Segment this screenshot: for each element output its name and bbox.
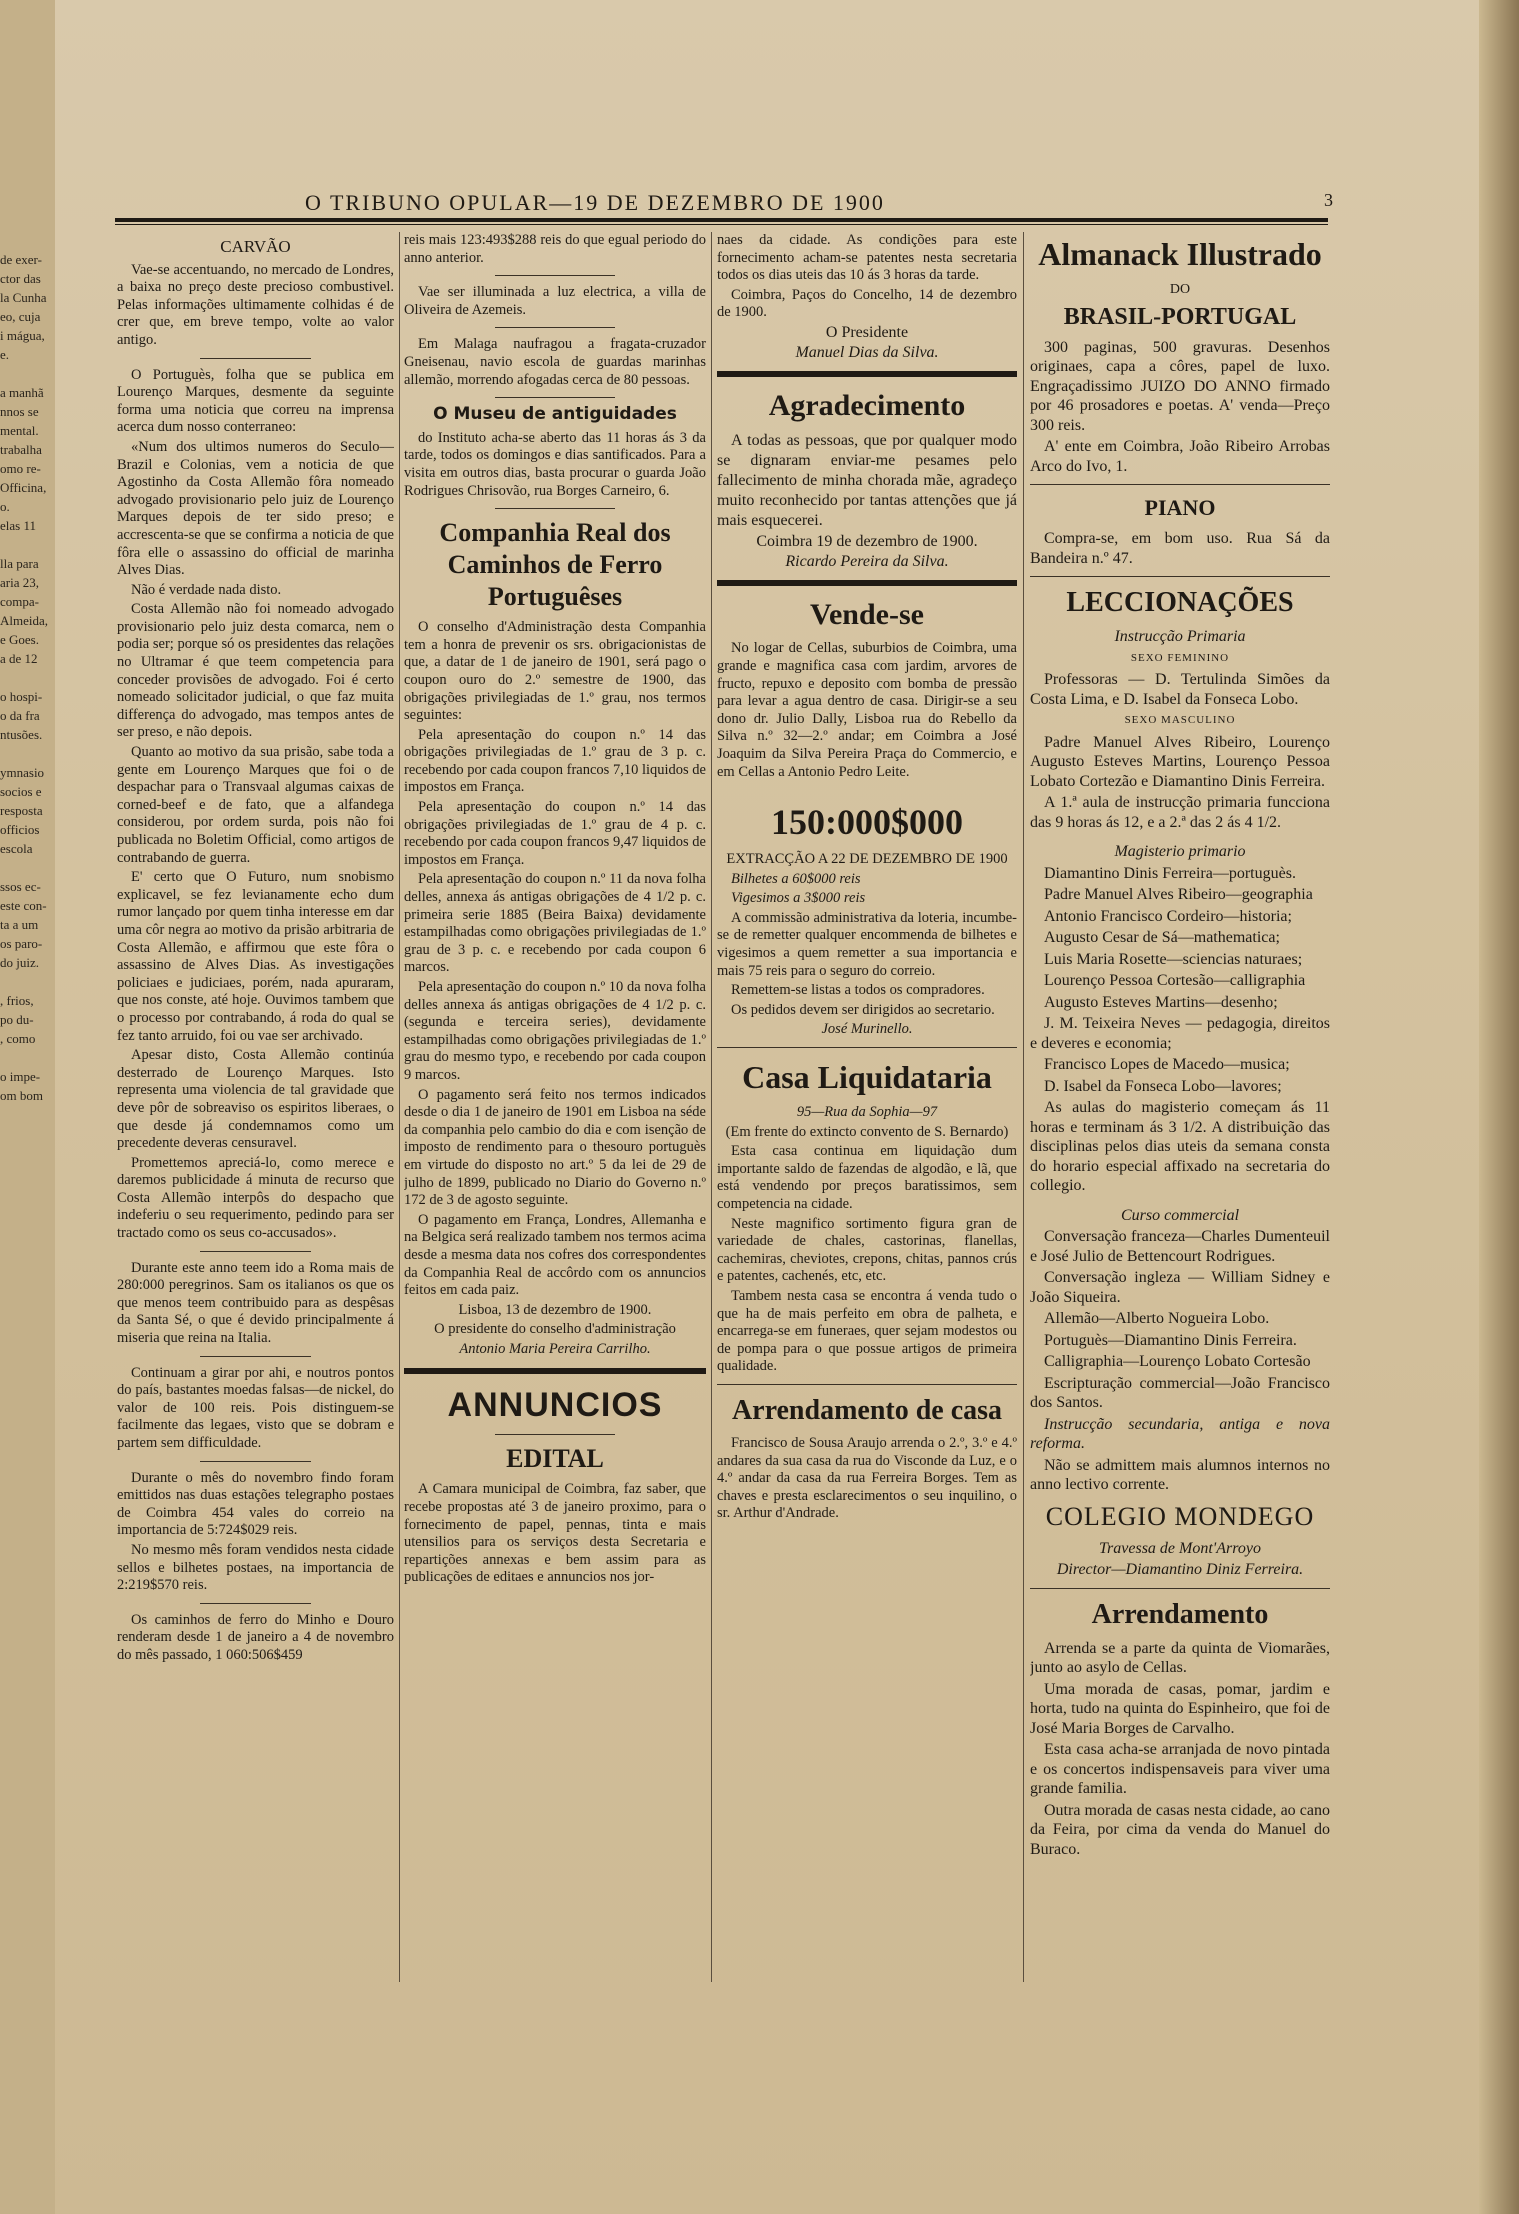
article-text: A Camara municipal de Coimbra, faz saber, que recebe propostas até 3 de janeiro proximo, para o fornecimento de papel, pennas, tinta e mais utensilios para os serviços desta Secretaria e repartições annexas e bem assim para as publicações de editaes e annuncios nos jor- (404, 1481, 706, 1586)
date-line: Lisboa, 13 de dezembro de 1900. (458, 1301, 652, 1318)
article-text: Vae-se accentuando, no mercado de Londres, a baixa no preço deste precioso combustivel. Pelas informações ultimamente colhidas é de crer que, em breve tempo, volte ao valor antigo. (117, 261, 394, 348)
teacher-entry: D. Isabel da Fonseca Lobo—lavores; (1044, 1077, 1282, 1095)
ad-text: Compra-se, em bom uso. Rua Sá da Bandeira n.º 47. (1030, 530, 1330, 567)
previous-page-fragment: a manhã (0, 385, 44, 400)
previous-page-fragment: officios (0, 822, 40, 837)
previous-page-fragment (0, 972, 55, 991)
ad-text: Outra morada de casas nesta cidade, ao cano da Feira, por cima da venda do Manuel do Buraco. (1030, 1801, 1330, 1858)
column-3 (717, 232, 1017, 1982)
separator (1030, 576, 1330, 577)
ad-title-small: DO (1169, 282, 1191, 297)
teacher-entry: J. M. Teixeira Neves — pedagogia, direitos e deveres e economia; (1030, 1015, 1330, 1052)
ad-text: A commissão administrativa da loteria, incumbe-se de remetter qualquer encommenda de bilhetes e vigesimos a quem remetter a sua importancia e mais 75 reis para o seguro do correio. (717, 909, 1017, 979)
ad-text: A' ente em Coimbra, João Ribeiro Arrobas Arco do Ivo, 1. (1030, 438, 1330, 475)
separator (495, 508, 616, 509)
separator (200, 358, 311, 359)
previous-page-fragment (0, 535, 55, 554)
article-text: Continuam a girar por ahi, e noutros pontos do país, bastantes moedas falsas—de nickel, do valor de 100 reis. Pois distinguem-se facilmente das legaes, visto que se dobram e partem sem difficuldade. (117, 1364, 394, 1451)
column-4 (1030, 232, 1330, 1982)
previous-page-fragment: om bom (0, 1088, 43, 1103)
ad-text: Padre Manuel Alves Ribeiro, Lourenço Augusto Esteves Martins, Lourenço Pessoa Lobato Cortezão e Diamantino Dinis Ferreira. (1030, 733, 1330, 790)
ad-text: Neste magnifico sortimento figura gran de variedade de chales, castorinas, flanellas, cachemiras, cheviotes, crepons, chitas, pannos crús e patentes, cachenés, etc, etc. (717, 1215, 1017, 1285)
ad-text: A 1.ª aula de instrucção primaria funcciona das 9 horas ás 12, e a 2.ª das 2 ás 4 1/2. (1030, 794, 1330, 831)
signature: Antonio Maria Pereira Carrilho. (459, 1340, 651, 1357)
teacher-entry: Antonio Francisco Cordeiro—historia; (1044, 907, 1292, 925)
course-entry: Conversação franceza—Charles Dumenteuil e José Julio de Bettencourt Rodrigues. (1030, 1228, 1330, 1265)
separator (200, 1356, 311, 1357)
separator (1030, 484, 1330, 485)
previous-page-fragment: elas 11 (0, 518, 36, 533)
ad-title: Almanack Illustrado (1038, 236, 1322, 272)
previous-page-fragment (0, 364, 55, 383)
article-text: Pela apresentação do coupon n.º 14 das obrigações privilegiadas de 1.º grau de 4 p. c. recebendo por cada coupon francos 9,47 liquidos de impostos em França. (404, 799, 706, 868)
page-edge (1479, 0, 1519, 2214)
separator (495, 397, 616, 398)
article-text: naes da cidade. As condições para este fornecimento acham-se patentes nesta secretaria todos os dias uteis das 10 ás 3 horas da tarde. (717, 232, 1017, 284)
previous-page-fragment: do juiz. (0, 955, 39, 970)
article-text: Pela apresentação do coupon n.º 10 da nova folha delles annexa ás antigas obrigações de 4 1/2 p. c. (segunda e terceira series), devidamente estampilhadas como obrigações privilegiadas de 1.º grau do mesmo typo, e recebendo por cada coupon 9 marcos. (404, 979, 706, 1083)
signature: Manuel Dias da Silva. (795, 343, 939, 361)
column-2 (404, 232, 706, 1982)
article-text: Em Malaga naufragou a fragata-cruzador Gneisenau, navio escola de guardas marinhas allemão, morrendo afogadas cerca de 80 pessoas. (404, 336, 706, 388)
ad-title: BRASIL-PORTUGAL (1063, 303, 1297, 330)
ad-text: Os pedidos devem ser dirigidos ao secretario. (731, 1001, 995, 1018)
teacher-entry: Francisco Lopes de Macedo—musica; (1044, 1056, 1290, 1073)
signature: José Murinello. (821, 1021, 913, 1038)
ad-subtitle: Magisterio primario (1114, 843, 1246, 860)
ad-title: Vende-se (810, 598, 924, 632)
ad-subtitle: SEXO MASCULINO (1124, 714, 1236, 726)
previous-page-fragment: aria 23, (0, 575, 39, 590)
previous-page-fragment: trabalha (0, 442, 42, 457)
article-text: O pagamento em França, Londres, Allemanha e na Belgica será realizado tambem nos termos acima desde a mesma data nos cofres dos correspondentes da Companhia Real de accôrdo com os annuncios feitos em cada paiz. (404, 1211, 706, 1299)
course-entry: Calligraphia—Lourenço Lobato Cortesão (1044, 1353, 1311, 1370)
previous-page-fragment: Almeida, (0, 613, 49, 628)
previous-page-fragment: ntusões. (0, 727, 43, 742)
ad-text: As aulas do magisterio começam ás 11 horas e terminam ás 3 1/2. A distribuição das disciplinas pelos dias uteis da semana consta do horario especial affixado na secretaria do collegio. (1030, 1099, 1330, 1194)
article-text: «Num dos ultimos numeros do Seculo—Brazil e Colonias, vem a noticia de que Agostinho da Costa Allemão fôra nomeado advogado provisionario pelo juiz de Lourenço Marques depois de ter sido preso; e accrescenta-se que se confirma a noticia de que fôra elle o assassino do official de marinha Alves Dias. (117, 438, 394, 579)
previous-page-fragment: eo, cuja (0, 309, 41, 324)
previous-page-fragment: nnos se (0, 404, 39, 419)
date-line: Coimbra 19 de dezembro de 1900. (756, 533, 978, 551)
teacher-entry: Luis Maria Rosette—sciencias naturaes; (1044, 950, 1303, 968)
article-text: Quanto ao motivo da sua prisão, sabe toda a gente em Lourenço Marques que foi o de despachar para o Transvaal algumas caixas de corned-beef e de fato, que a alfandega considerou, por ordem surda, pois não foi publicada no Boletim Official, como artigos de contrabando de guerra. (117, 744, 394, 866)
previous-page-fragment: ctor das (0, 271, 41, 286)
teacher-entry: Augusto Esteves Martins—desenho; (1044, 993, 1278, 1011)
ad-text: Arrenda se a parte da quinta de Viomarães, junto ao asylo de Cellas. (1030, 1639, 1330, 1676)
article-text: Não é verdade nada disto. (131, 581, 282, 598)
separator (1030, 1588, 1330, 1589)
separator-bar (717, 580, 1017, 586)
ad-address: 95—Rua da Sophia—97 (796, 1104, 938, 1121)
course-list (1030, 1227, 1330, 1413)
previous-page-fragment: omo re- (0, 461, 41, 476)
ad-title: Casa Liquidataria (742, 1059, 992, 1096)
previous-page-fragment: , como (0, 1031, 36, 1046)
column-1 (117, 232, 394, 1982)
previous-page-fragment: os paro- (0, 936, 43, 951)
school-address: Travessa de Mont'Arroyo (1099, 1539, 1261, 1557)
article-title: CARVÃO (220, 237, 291, 256)
page-number: 3 (1324, 190, 1333, 210)
previous-page-fragment (0, 668, 55, 687)
separator (495, 327, 616, 328)
article-text: O pagamento será feito nos termos indicados desde o dia 1 de janeiro de 1901 em Lisboa na séde da companhia pelo cambio do dia e com isenção de imposto de rendimento para o thesouro portuguès em virtude do disposto no art.º 5 da lei de 29 de julho de 1899, publicado no Diario do Governo n.º 172 de 3 de agosto seguinte. (404, 1086, 706, 1209)
ad-title: Agradecimento (768, 389, 966, 423)
article-title: Companhia Real dos Caminhos de Ferro Portuguêses (439, 518, 671, 612)
article-text: Vae ser illuminada a luz electrica, a villa de Oliveira de Azemeis. (404, 284, 706, 318)
previous-page-fragment: o da fra (0, 708, 40, 723)
previous-page-fragment: i mágua, (0, 328, 45, 343)
column-divider (1023, 232, 1024, 1982)
ad-text: Esta casa acha-se arranjada de novo pintada e os concertos indispensaveis para viver uma grande familia. (1030, 1741, 1330, 1797)
article-text: Apesar disto, Costa Allemão continúa desterrado de Lourenço Marques. Isto representa uma violencia de tal gravidade que deve pôr de sobreaviso os espiritos liberaes, o que desde já condemnamos como um precedente deveras censuravel. (117, 1047, 394, 1152)
ad-text: No logar de Cellas, suburbios de Coimbra, uma grande e magnifica casa com jardim, arvores de fructo, repuxo e deposito com bomba de pressão para levar a agua dentro de casa. Dirigir-se a seu dono dr. Julio Dally, Lisboa rua do Rebello da Silva n.º 32—2.º andar; em Coimbra a José Joaquim da Silva Pereira Praça do Commercio, e em Cellas a Antonio Pedro Leite. (717, 640, 1017, 780)
previous-page-fragment: ta a um (0, 917, 39, 932)
school-name: COLEGIO MONDEGO (1045, 1501, 1315, 1531)
article-text: Promettemos apreciá-lo, como merece e daremos publicidade á minuta de recurso que Costa Allemão interpôs do despacho que indeferiu o seu requerimento, pedindo para ser tractado como os seus co-accusados». (117, 1154, 394, 1242)
ad-subtitle: Instrucção Primaria (1114, 628, 1246, 645)
separator (200, 1251, 311, 1252)
ad-text: Bilhetes a 60$000 reis (731, 870, 861, 887)
signature: Ricardo Pereira da Silva. (785, 552, 949, 570)
ad-title: 150:000$000 (771, 802, 963, 843)
previous-page-fragment: ssos ec- (0, 879, 41, 894)
article-text: No mesmo mês foram vendidos nesta cidade sellos e bilhetes postaes, na importancia de 2:219$570 reis. (117, 1541, 394, 1594)
ad-title: Arrendamento (1091, 1598, 1269, 1630)
article-text: Durante este anno teem ido a Roma mais de 280:000 peregrinos. Sam os italianos os que os que menos teem contribuido para as despêsas da Santa Sé, o que é devido principalmente á miseria que reina na Italia. (117, 1259, 394, 1347)
previous-page-fragment: mental. (0, 423, 39, 438)
previous-page-edge (0, 0, 55, 2214)
masthead-title: O TRIBUNO OPULAR—19 DE DEZEMBRO DE 1900 (305, 190, 885, 215)
separator-bar (717, 371, 1017, 377)
separator (495, 275, 616, 276)
ad-subtitle: Curso commercial (1120, 1206, 1240, 1224)
previous-page-fragment: e. (0, 347, 10, 362)
previous-page-fragment (0, 858, 55, 877)
ad-text: (Em frente do extincto convento de S. Bernardo) (725, 1123, 1009, 1140)
teacher-entry: Diamantino Dinis Ferreira—portuguès. (1044, 864, 1296, 882)
article-title: O Museu de antiguidades (433, 404, 677, 425)
signature-role: O presidente do conselho d'administração (434, 1321, 676, 1338)
previous-page-fragment: de exer- (0, 252, 42, 267)
previous-page-fragment: o impe- (0, 1069, 41, 1084)
course-entry: Escripturação commercial—João Francisco dos Santos. (1030, 1374, 1330, 1411)
school-director: Director—Diamantino Diniz Ferreira. (1056, 1561, 1304, 1578)
ad-title: LECCIONAÇÕES (1066, 587, 1294, 618)
article-text: Pela apresentação do coupon n.º 14 das obrigações privilegiadas de 1.º grau de 3 p. c. recebendo por cada coupon francos 7,10 liquidos de impostos em França. (404, 726, 706, 796)
ad-text: EXTRACÇÃO A 22 DE DEZEMBRO DE 1900 (726, 851, 1008, 868)
separator (717, 1047, 1017, 1048)
ad-text: Remettem-se listas a todos os compradores. (731, 982, 985, 999)
article-text: do Instituto acha-se aberto das 11 horas ás 3 da tarde, todos os domingos e dias santificados. Para a visita em outros dias, basta procurar o guarda João Rodrigues Chrisovão, rua Borges Carneiro, 6. (404, 429, 706, 499)
separator (495, 1434, 616, 1435)
article-text: O conselho d'Administração desta Companhia tem a honra de prevenir os srs. obrigacionistas de que, a datar de 1 de janeiro de 1901, será pago o coupon ouro do 2.º semestre de 1900, das obrigações privilegiadas de 1.º grau, nos termos seguintes: (404, 619, 706, 724)
date-line: Coimbra, Paços do Concelho, 14 de dezembro de 1900. (717, 286, 1017, 321)
article-text: Os caminhos de ferro do Minho e Douro renderam desde 1 de janeiro a 4 de novembro do mês passado, 1 060:506$459 (117, 1611, 394, 1663)
previous-page-fragment: o hospi- (0, 689, 43, 704)
previous-page-fragment: compa- (0, 594, 39, 609)
previous-page-fragment: resposta (0, 803, 43, 818)
teacher-entry: Padre Manuel Alves Ribeiro—geographia (1044, 886, 1313, 903)
separator (717, 1384, 1017, 1385)
ad-text: Francisco de Sousa Araujo arrenda o 2.º, 3.º e 4.º andares da sua casa da rua do Visconde da Luz, e o 4.º andar da casa da rua Ferreira Borges. Tem as chaves e presta esclarecimentos o seu inquilino, o sr. Arthur d'Andrade. (717, 1434, 1017, 1522)
course-entry: Conversação ingleza — William Sidney e João Siqueira. (1030, 1269, 1330, 1306)
previous-page-fragment: socios e (0, 784, 42, 799)
previous-page-fragment: la Cunha (0, 290, 47, 305)
article-text: Costa Allemão não foi nomeado advogado provisionario pelo juiz desta comarca, nem o podia ser; porque só os presidentes das relações no Ultramar é que teem competencia para conceder provisões de advogado. Foi é certo nomeado solicitador judicial, o que faz muita differença do advogado, mas tempos antes de ser preso, e não depois. (117, 601, 394, 741)
ad-title: PIANO (1144, 495, 1216, 520)
previous-page-fragment: e Goes. (0, 632, 39, 647)
separator-bar (404, 1368, 706, 1374)
previous-page-fragment: escola (0, 841, 33, 856)
previous-page-fragment (0, 1048, 55, 1067)
ad-text: Não se admittem mais alumnos internos no anno lectivo corrente. (1030, 1456, 1330, 1493)
separator (200, 1461, 311, 1462)
column-divider (399, 232, 400, 1982)
masthead (115, 186, 1333, 216)
previous-page-fragment: ymnasio (0, 765, 45, 780)
ad-text: Instrucção secundaria, antiga e nova reforma. (1030, 1415, 1330, 1452)
article-text: reis mais 123:493$288 reis do que egual periodo do anno anterior. (404, 232, 706, 266)
course-entry: Allemão—Alberto Nogueira Lobo. (1044, 1310, 1270, 1327)
ad-text: 300 paginas, 500 gravuras. Desenhos originaes, capa a côres, papel de luxo. Engraçadissimo JUIZO DO ANNO firmado por 46 prosadores e poetas. A' venda—Preço 300 reis. (1030, 338, 1330, 434)
column-divider (711, 232, 712, 1982)
course-entry: Portuguès—Diamantino Dinis Ferreira. (1044, 1331, 1297, 1349)
previous-page-fragment: Officina, (0, 480, 47, 495)
teacher-entry: Lourenço Pessoa Cortesão—calligraphia (1044, 972, 1306, 989)
previous-page-fragment (0, 744, 55, 763)
header-rule (115, 218, 1328, 222)
previous-page-fragment: lla para (0, 556, 39, 571)
article-title: EDITAL (506, 1444, 604, 1474)
section-title: ANNUNCIOS (447, 1386, 663, 1425)
article-text: Pela apresentação do coupon n.º 11 da nova folha delles, annexa ás antigas obrigações de 4 1/2 p. c. primeira serie 1885 (Beira Baixa) devidamente estampilhadas como obrigações privilegiadas de 1.º grau de 3 p. c. e recebendo por cada coupon 6 marcos. (404, 871, 706, 976)
previous-page-fragment: , frios, (0, 993, 34, 1008)
signature-role: O Presidente (825, 323, 909, 341)
ad-text: Tambem nesta casa se encontra á venda tudo o que ha de mais perfeito em obra de palheta, e encarrega-se em funeraes, quer sejam modestos ou de pompa para o que possue artigos de primeira qualidade. (717, 1287, 1017, 1375)
ad-text: Vigesimos a 3$000 reis (731, 890, 866, 907)
article-text: O Portuguès, folha que se publica em Lourenço Marques, desmente da seguinte forma uma noticia que correu na imprensa acerca dum nosso conterraneo: (117, 366, 394, 436)
teacher-entry: Augusto Cesar de Sá—mathematica; (1044, 929, 1280, 946)
ad-text: Uma morada de casas, pomar, jardim e horta, tudo na quinta do Espinheiro, que foi de José Maria Borges de Carvalho. (1030, 1680, 1330, 1737)
article-text: E' certo que O Futuro, num snobismo explicavel, se fez levianamente echo dum rumor lançado por quem tinha interesse em dar uma côr negra ao motivo da prisão arbitraria de Costa Allemão, e affirmou que este fôra o assassino de Alves Dias. As investigações policiaes e judiciaes, porém, nada apuraram, que nos conste, até hoje. Ouvimos tambem que o processo por contrabando, á roda do qual se fez tanto arruido, foi ou vae ser archivado. (117, 869, 394, 1044)
ad-text: A todas as pessoas, que por qualquer modo se dignaram enviar-me pesames pelo fallecimento de minha chorada mãe, agradeço muito reconhecido por tantas attenções que já mais esquecerei. (717, 432, 1017, 530)
separator (200, 1603, 311, 1604)
ad-text: Professoras — D. Tertulinda Simões da Costa Lima, e D. Isabel da Fonseca Lobo. (1030, 671, 1330, 708)
ad-subtitle: SEXO FEMININO (1130, 651, 1230, 664)
previous-page-fragment: po du- (0, 1012, 34, 1027)
teacher-list (1030, 864, 1330, 1097)
ad-text: Esta casa continua em liquidação dum importante saldo de fazendas de algodão, e lã, que está vendendo por preços baratissimos, sem competencia na cidade. (717, 1143, 1017, 1212)
previous-page-fragment: o. (0, 499, 10, 514)
article-text: Durante o mês do novembro findo foram emittidos nas duas estações telegrapho postaes de Coimbra 454 vales do correio na importancia de 5:724$029 reis. (117, 1469, 394, 1539)
ad-title: Arrendamento de casa (731, 1394, 1003, 1426)
previous-page-fragment: a de 12 (0, 651, 38, 666)
previous-page-fragment: este con- (0, 898, 47, 913)
header-rule-thin (115, 224, 1328, 225)
